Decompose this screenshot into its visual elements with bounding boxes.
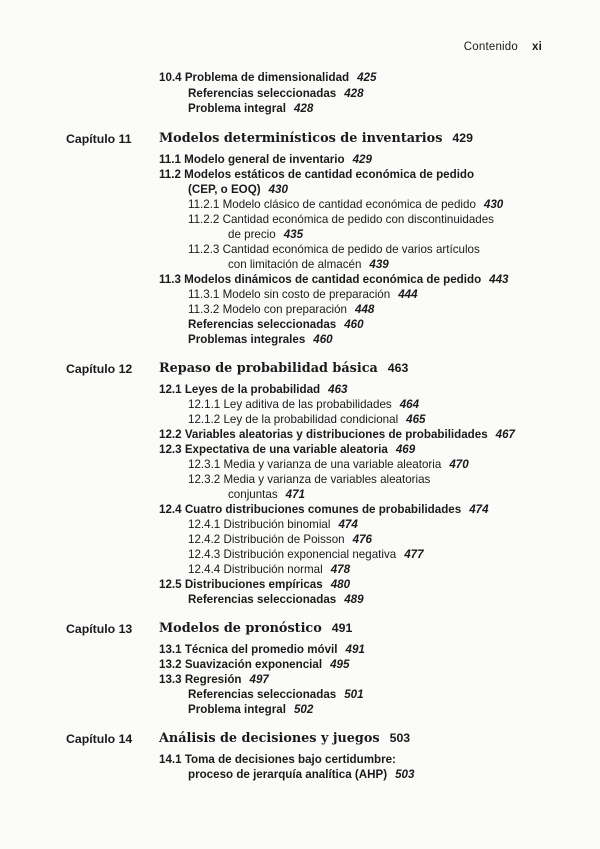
- section-number: 12.1.2: [188, 413, 221, 426]
- section-page: 443: [489, 273, 509, 286]
- section-title: Problema de dimensionalidad: [184, 71, 350, 84]
- section-number: 10.4: [159, 71, 182, 84]
- section-title: Ley de la probabilidad condicional: [223, 413, 399, 426]
- section-page: 478: [330, 563, 351, 576]
- section-title: Variables aleatorias y distribuciones de probabilidades: [184, 428, 488, 441]
- section-page: 467: [495, 428, 515, 441]
- section-number: 14.1: [159, 753, 182, 766]
- section-page: 491: [345, 643, 365, 656]
- toc-entry-10-problem[interactable]: [188, 102, 313, 116]
- chapter-14-label: Capítulo 14: [66, 732, 133, 746]
- section-title: Distribuciones empíricas: [184, 578, 323, 591]
- toc-entry-12-1-2[interactable]: [188, 413, 426, 427]
- section-title: Regresión: [184, 673, 242, 686]
- section-title: Referencias seleccionadas: [188, 87, 337, 100]
- section-number: 12.4.4: [188, 563, 221, 576]
- section-title: Modelos estáticos de cantidad económica de pedido: [184, 168, 475, 181]
- section-number: 12.2: [159, 428, 182, 441]
- section-number: 12.3.2: [188, 473, 221, 486]
- toc-entry-12-4-1[interactable]: [188, 518, 358, 532]
- chapter-13-title[interactable]: [159, 621, 352, 636]
- section-title: Cantidad económica de pedido de varios artículos: [222, 243, 480, 256]
- chapter-title-text: Análisis de decisiones y juegos: [159, 731, 380, 746]
- section-title: Referencias seleccionadas: [188, 688, 337, 701]
- section-number: 12.3: [159, 443, 182, 456]
- chapter-page: 429: [452, 131, 473, 145]
- section-page: 444: [398, 288, 418, 301]
- section-page: 430: [483, 198, 504, 211]
- section-page: 429: [352, 153, 372, 166]
- toc-entry-12-5[interactable]: [159, 578, 350, 592]
- toc-entry-12-4-4[interactable]: [188, 563, 350, 577]
- section-title-continued: proceso de jerarquía analítica (AHP): [188, 768, 388, 781]
- page-number: xi: [532, 41, 542, 53]
- toc-entry-11-2-2-cont[interactable]: [228, 228, 303, 242]
- toc-entry-13-2[interactable]: [159, 658, 349, 672]
- section-page: 430: [268, 183, 288, 196]
- section-title: Leyes de la probabilidad: [184, 383, 321, 396]
- section-title: Referencias seleccionadas: [188, 593, 337, 606]
- section-title: Distribución exponencial negativa: [223, 548, 397, 561]
- toc-entry-12-3-2[interactable]: [188, 473, 430, 487]
- toc-entry-11-3-1[interactable]: [188, 288, 418, 302]
- section-title: Media y varianza de variables aleatorias: [223, 473, 431, 486]
- section-number: 11.2.1: [188, 198, 220, 211]
- section-title-continued: con limitación de almacén: [228, 258, 362, 271]
- toc-entry-14-1[interactable]: [159, 753, 396, 767]
- section-page: 471: [285, 488, 305, 501]
- section-number: 13.3: [159, 673, 182, 686]
- section-number: 13.2: [159, 658, 182, 671]
- section-number: 12.1.1: [188, 398, 221, 411]
- section-page: 503: [395, 768, 415, 781]
- section-number: 12.4.2: [188, 533, 221, 546]
- section-page: 501: [344, 688, 364, 701]
- section-title: Modelo con preparación: [222, 303, 347, 316]
- toc-entry-12-3[interactable]: [159, 443, 415, 457]
- section-page: 428: [344, 87, 364, 100]
- section-page: 464: [399, 398, 420, 411]
- toc-entry-11-2-cont[interactable]: [188, 183, 288, 197]
- section-number: 12.4: [159, 503, 182, 516]
- section-page: 460: [313, 333, 333, 346]
- section-number: 11.2.3: [188, 243, 220, 256]
- section-number: 11.1: [159, 153, 181, 166]
- toc-entry-13-problem[interactable]: [188, 703, 313, 717]
- toc-entry-11-problems[interactable]: [188, 333, 333, 347]
- section-number: 12.4.3: [188, 548, 221, 561]
- section-number: 12.4.1: [188, 518, 221, 531]
- section-page: 474: [469, 503, 489, 516]
- section-title: Modelos dinámicos de cantidad económica de pedido: [184, 273, 482, 286]
- section-page: 489: [344, 593, 364, 606]
- chapter-12-label: Capítulo 12: [66, 362, 133, 376]
- toc-entry-13-1[interactable]: [159, 643, 365, 657]
- toc-entry-11-2-2[interactable]: [188, 213, 494, 227]
- section-page: 480: [330, 578, 351, 591]
- section-page: 476: [352, 533, 372, 546]
- chapter-12-title[interactable]: [159, 361, 408, 376]
- section-number: 11.2.2: [188, 213, 220, 226]
- section-title: Expectativa de una variable aleatoria: [184, 443, 388, 456]
- section-title: Referencias seleccionadas: [188, 318, 337, 331]
- chapter-page: 463: [387, 361, 409, 375]
- section-page: 474: [338, 518, 358, 531]
- toc-entry-12-references[interactable]: [188, 593, 364, 607]
- section-page: 495: [330, 658, 350, 671]
- section-title: Toma de decisiones bajo certidumbre:: [184, 753, 396, 766]
- running-head-section: Contenido: [463, 41, 518, 53]
- section-page: 477: [404, 548, 424, 561]
- section-title: Distribución binomial: [223, 518, 331, 531]
- toc-entry-11-references[interactable]: [188, 318, 364, 332]
- toc-entry-12-3-1[interactable]: [188, 458, 469, 472]
- toc-entry-11-2-1[interactable]: [188, 198, 503, 212]
- section-title: Modelo clásico de cantidad económica de pedido: [222, 198, 476, 211]
- section-title: Cantidad económica de pedido con discontinuidades: [222, 213, 494, 226]
- toc-entry-12-4-3[interactable]: [188, 548, 424, 562]
- chapter-13-label: Capítulo 13: [66, 622, 133, 636]
- section-title: Distribución de Poisson: [223, 533, 345, 546]
- chapter-title-text: Modelos de pronóstico: [159, 621, 322, 636]
- toc-entry-12-1[interactable]: [159, 383, 347, 397]
- toc-entry-11-1[interactable]: [159, 153, 372, 167]
- chapter-page: 491: [331, 621, 353, 635]
- toc-entry-12-2[interactable]: [159, 428, 515, 442]
- section-title: Ley aditiva de las probabilidades: [223, 398, 392, 411]
- section-page: 469: [395, 443, 416, 456]
- chapter-14-title[interactable]: [159, 731, 410, 746]
- section-title: Suavización exponencial: [184, 658, 323, 671]
- toc-entry-11-2-3-cont[interactable]: [228, 258, 389, 272]
- running-head: [464, 41, 542, 53]
- section-page: 448: [355, 303, 375, 316]
- chapter-title-text: Repaso de probabilidad básica: [159, 361, 378, 376]
- section-title: Técnica del promedio móvil: [184, 643, 338, 656]
- section-title: Problemas integrales: [188, 333, 306, 346]
- section-title: Problema integral: [188, 703, 286, 716]
- toc-entry-12-1-1[interactable]: [188, 398, 419, 412]
- section-title: Media y varianza de una variable aleatoria: [223, 458, 442, 471]
- section-page: 435: [283, 228, 304, 241]
- section-title-continued: conjuntas: [228, 488, 278, 501]
- section-title: Modelo general de inventario: [184, 153, 345, 166]
- section-page: 465: [406, 413, 426, 426]
- toc-entry-11-2-3[interactable]: [188, 243, 480, 257]
- section-page: 463: [328, 383, 348, 396]
- toc-entry-14-1-cont[interactable]: [188, 768, 414, 782]
- toc-entry-12-4[interactable]: [159, 503, 489, 517]
- section-page: 425: [357, 71, 377, 84]
- toc-entry-13-3[interactable]: [159, 673, 269, 687]
- section-title: Problema integral: [188, 102, 286, 115]
- section-page: 470: [449, 458, 469, 471]
- section-page: 439: [369, 258, 389, 271]
- section-page: 460: [344, 318, 364, 331]
- section-title-continued: (CEP, o EOQ): [188, 183, 261, 196]
- chapter-title-text: Modelos determinísticos de inventarios: [159, 131, 443, 146]
- toc-entry-11-3[interactable]: [159, 273, 509, 287]
- toc-entry-11-2[interactable]: [159, 168, 474, 182]
- toc-entry-12-4-2[interactable]: [188, 533, 372, 547]
- section-page: 497: [249, 673, 269, 686]
- section-number: 12.1: [159, 383, 182, 396]
- section-number: 12.5: [159, 578, 182, 591]
- section-title-continued: de precio: [228, 228, 276, 241]
- toc-entry-13-references[interactable]: [188, 688, 364, 702]
- section-title: Modelo sin costo de preparación: [222, 288, 391, 301]
- toc-entry-11-3-2[interactable]: [188, 303, 374, 317]
- section-number: 11.3.1: [188, 288, 220, 301]
- toc-entry-12-3-2-cont[interactable]: [228, 488, 305, 502]
- chapter-11-label: Capítulo 11: [66, 132, 132, 146]
- section-number: 12.3.1: [188, 458, 221, 471]
- toc-entry-10-references[interactable]: [188, 87, 364, 101]
- section-number: 11.3: [159, 273, 181, 286]
- section-page: 428: [293, 102, 314, 115]
- chapter-11-title[interactable]: [159, 131, 473, 146]
- section-page: 502: [293, 703, 314, 716]
- section-number: 11.3.2: [188, 303, 220, 316]
- section-number: 13.1: [159, 643, 182, 656]
- chapter-page: 503: [389, 731, 411, 745]
- section-number: 11.2: [159, 168, 181, 181]
- toc-entry-10-4[interactable]: [159, 71, 376, 85]
- section-title: Distribución normal: [223, 563, 323, 576]
- section-title: Cuatro distribuciones comunes de probabilidades: [184, 503, 462, 516]
